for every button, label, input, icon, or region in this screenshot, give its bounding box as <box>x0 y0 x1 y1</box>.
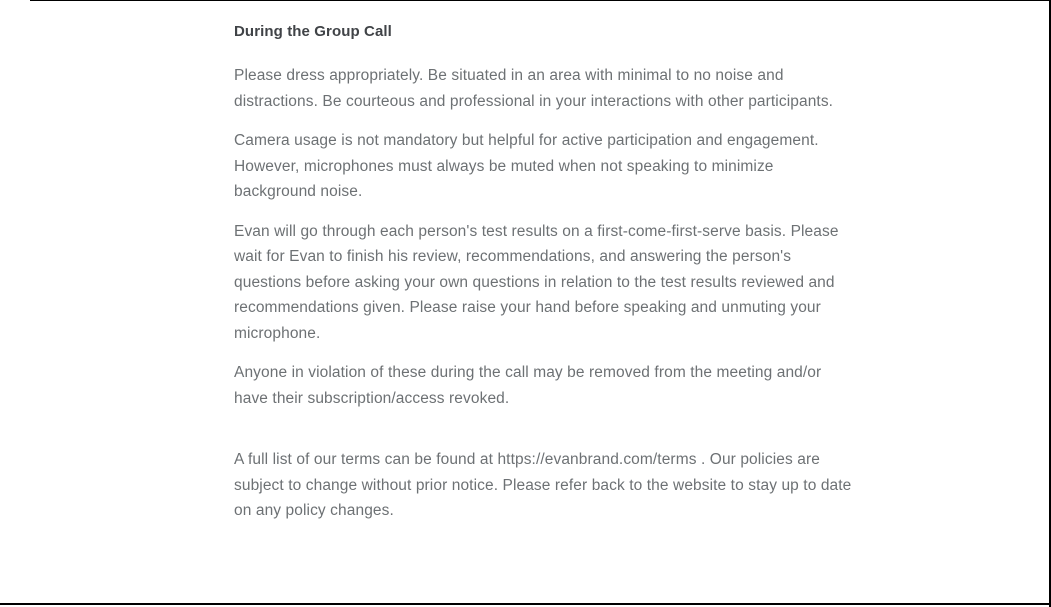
section-heading: During the Group Call <box>234 23 392 40</box>
terms-text-prefix: A full list of our terms can be found at <box>234 451 498 468</box>
paragraph-dress-conduct: Please dress appropriately. Be situated in an area with minimal to no noise and distractions. Be courteous and professional in your interactions with other participants. <box>234 67 834 110</box>
paragraph-violation-consequences: Anyone in violation of these during the call may be removed from the meeting and/or have their subscription/access revoked. <box>234 364 822 407</box>
paragraph-terms-notice <box>234 447 852 524</box>
window-border-top <box>30 0 1051 1</box>
terms-text-suffix: . Our policies are subject to change without prior notice. Please refer back to the website to stay up to date on any policy changes. <box>234 451 852 519</box>
window-border-bottom <box>0 603 1051 605</box>
terms-url-link[interactable]: https://evanbrand.com/terms <box>497 451 697 468</box>
document-content <box>234 22 852 538</box>
paragraph-camera-mic: Camera usage is not mandatory but helpful for active participation and engagement. However, microphones must always be muted when not speaking to minimize background noise. <box>234 132 819 200</box>
paragraph-review-order: Evan will go through each person's test results on a first-come-first-serve basis. Please wait for Evan to finish his review, recommendations, and answering the person's questions before asking your own questions in relation to the test results reviewed and recommendations given. Please raise your hand before speaking and unmuting your microphone. <box>234 222 839 342</box>
